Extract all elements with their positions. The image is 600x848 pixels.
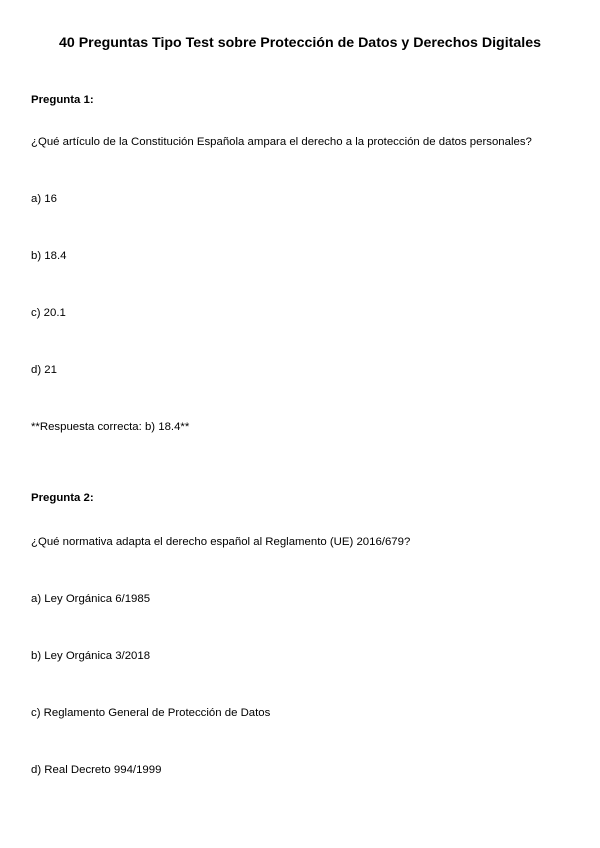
question-2-text: ¿Qué normativa adapta el derecho español al Reglamento (UE) 2016/679? — [31, 536, 411, 548]
question-1-answer: **Respuesta correcta: b) 18.4** — [31, 421, 190, 433]
question-1-option-c: c) 20.1 — [31, 307, 66, 319]
question-2-option-a: a) Ley Orgánica 6/1985 — [31, 593, 151, 605]
question-1-option-b: b) 18.4 — [31, 250, 67, 262]
question-1-heading: Pregunta 1: — [31, 94, 94, 106]
question-1-text: ¿Qué artículo de la Constitución Española ampara el derecho a la protección de datos personales? — [31, 136, 532, 148]
question-1-option-d: d) 21 — [31, 364, 57, 376]
question-2-option-c: c) Reglamento General de Protección de Datos — [31, 707, 271, 719]
question-1-option-a: a) 16 — [31, 193, 57, 205]
question-2-heading: Pregunta 2: — [31, 492, 94, 504]
question-2-option-d: d) Real Decreto 994/1999 — [31, 764, 162, 776]
document-title: 40 Preguntas Tipo Test sobre Protección de Datos y Derechos Digitales — [59, 35, 541, 51]
question-2-option-b: b) Ley Orgánica 3/2018 — [31, 650, 151, 662]
